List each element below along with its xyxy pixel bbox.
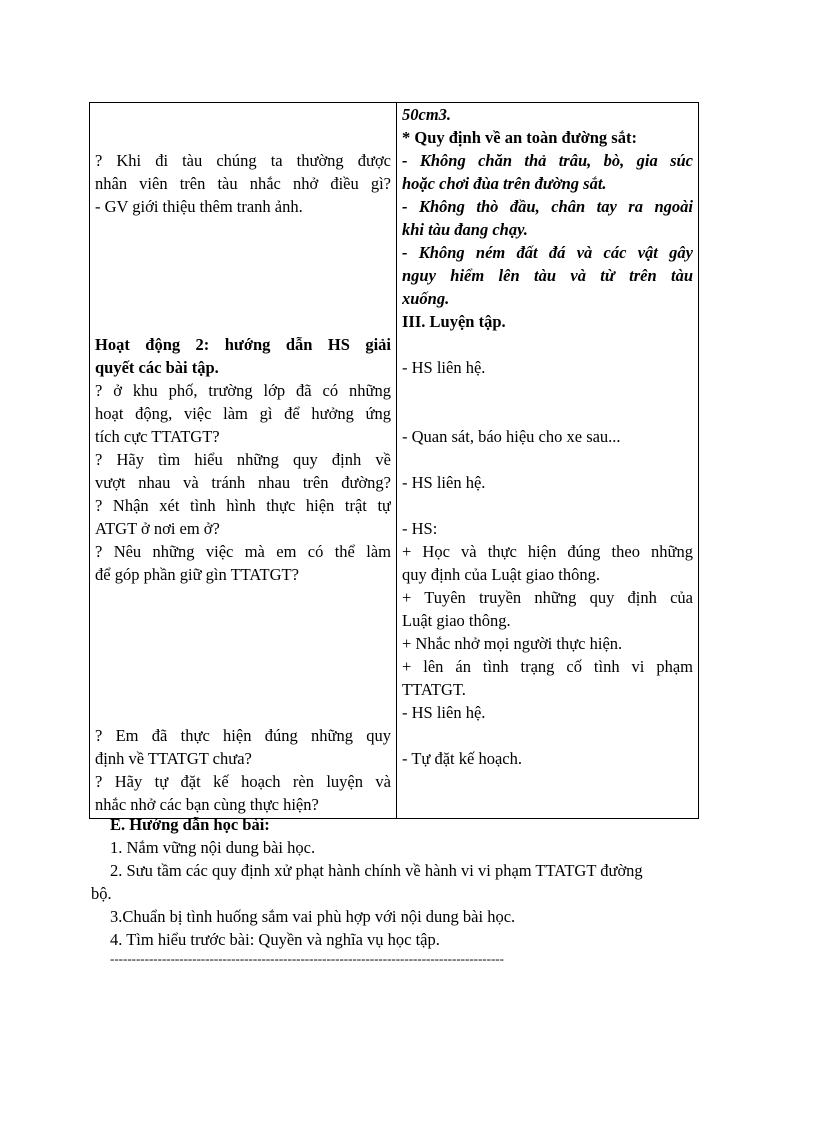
- rule-line: - Không thò đầu, chân tay ra ngoài: [402, 197, 693, 216]
- activity-heading: Hoạt động 2: hướng dẫn HS giải: [95, 335, 391, 354]
- blank-line: [95, 310, 391, 333]
- blank-line: [95, 241, 391, 264]
- question-line: ? Khi đi tàu chúng ta thường được: [95, 151, 391, 170]
- student-activities-cell: [397, 103, 699, 819]
- blank-line: [402, 494, 693, 517]
- study-guide-item: 3.Chuẩn bị tình huống sắm vai phù hợp với nội dung bài học.: [110, 907, 516, 926]
- blank-line: [95, 678, 391, 701]
- question-line: ? Hãy tự đặt kế hoạch rèn luyện và: [95, 772, 391, 791]
- question-line: ? Hãy tìm hiểu những quy định về: [95, 450, 391, 469]
- study-guide-item: 4. Tìm hiểu trước bài: Quyền và nghĩa vụ học tập.: [110, 930, 440, 949]
- blank-line: [402, 379, 693, 402]
- answer-line: TTATGT.: [402, 680, 466, 699]
- activity-heading: quyết các bài tập.: [95, 358, 219, 377]
- blank-line: [402, 402, 693, 425]
- blank-line: [95, 632, 391, 655]
- study-guide-title: E. Hướng dẫn học bài:: [110, 815, 270, 834]
- study-guide-item: 2. Sưu tầm các quy định xử phạt hành chính về hành vi vi phạm TTATGT đường: [110, 861, 643, 880]
- question-line: nhắc nhở các bạn cùng thực hiện?: [95, 795, 319, 814]
- blank-line: [95, 218, 391, 241]
- teacher-activities-cell: [90, 103, 397, 819]
- rule-line: nguy hiểm lên tàu và từ trên tàu: [402, 266, 693, 285]
- blank-line: [95, 609, 391, 632]
- blank-line: [402, 770, 693, 793]
- rule-line: khi tàu đang chạy.: [402, 220, 528, 239]
- blank-line: [402, 724, 693, 747]
- answer-line: quy định của Luật giao thông.: [402, 565, 600, 584]
- blank-line: [95, 701, 391, 724]
- blank-line: [95, 586, 391, 609]
- question-line: ATGT ở nơi em ở?: [95, 519, 220, 538]
- content-line: 50cm3.: [402, 105, 452, 124]
- question-line: ? ở khu phố, trường lớp đã có những: [95, 381, 391, 400]
- question-line: vượt nhau và tránh nhau trên đường?: [95, 473, 391, 492]
- lesson-table: [89, 102, 699, 819]
- question-line: định về TTATGT chưa?: [95, 749, 252, 768]
- answer-line: - HS liên hệ.: [402, 358, 486, 377]
- answer-line: + lên án tình trạng cố tình vi phạm: [402, 657, 693, 676]
- rule-line: - Không ném đất đá và các vật gây: [402, 243, 693, 262]
- blank-line: [402, 333, 693, 356]
- answer-line: + Nhắc nhở mọi người thực hiện.: [402, 634, 623, 653]
- answer-line: - HS liên hệ.: [402, 473, 486, 492]
- table-row: [90, 103, 699, 819]
- answer-line: Luật giao thông.: [402, 611, 511, 630]
- answer-line: + Tuyên truyền những quy định của: [402, 588, 693, 607]
- question-line: hoạt động, việc làm gì để hưởng ứng: [95, 404, 391, 423]
- teacher-note-line: - GV giới thiệu thêm tranh ảnh.: [95, 197, 303, 216]
- blank-line: [95, 655, 391, 678]
- question-line: để góp phần giữ gìn TTATGT?: [95, 565, 299, 584]
- blank-line: [95, 264, 391, 287]
- question-line: nhân viên trên tàu nhắc nhở điều gì?: [95, 174, 391, 193]
- answer-line: - Tự đặt kế hoạch.: [402, 749, 522, 768]
- blank-line: [95, 126, 391, 149]
- section-heading: * Quy định về an toàn đường sắt:: [402, 128, 637, 147]
- section-heading: III. Luyện tập.: [402, 312, 506, 331]
- blank-line: [402, 448, 693, 471]
- study-guide-section: [89, 813, 729, 951]
- question-line: ? Nhận xét tình hình thực hiện trật tự: [95, 496, 391, 515]
- blank-line: [95, 287, 391, 310]
- answer-line: - Quan sát, báo hiệu cho xe sau...: [402, 427, 621, 446]
- study-guide-item-continuation: bộ.: [91, 884, 112, 903]
- answer-line: + Học và thực hiện đúng theo những: [402, 542, 693, 561]
- answer-line: - HS liên hệ.: [402, 703, 486, 722]
- rule-line: hoặc chơi đùa trên đường sắt.: [402, 174, 607, 193]
- rule-line: - Không chăn thả trâu, bò, gia súc: [402, 151, 693, 170]
- question-line: ? Em đã thực hiện đúng những quy: [95, 726, 391, 745]
- section-separator: -------------------------------------------------------------------------------------------: [110, 951, 504, 966]
- blank-line: [95, 103, 391, 126]
- question-line: tích cực TTATGT?: [95, 427, 220, 446]
- rule-line: xuống.: [402, 289, 450, 308]
- question-line: ? Nêu những việc mà em có thể làm: [95, 542, 391, 561]
- study-guide-item: 1. Nắm vững nội dung bài học.: [110, 838, 316, 857]
- answer-line: - HS:: [402, 519, 438, 538]
